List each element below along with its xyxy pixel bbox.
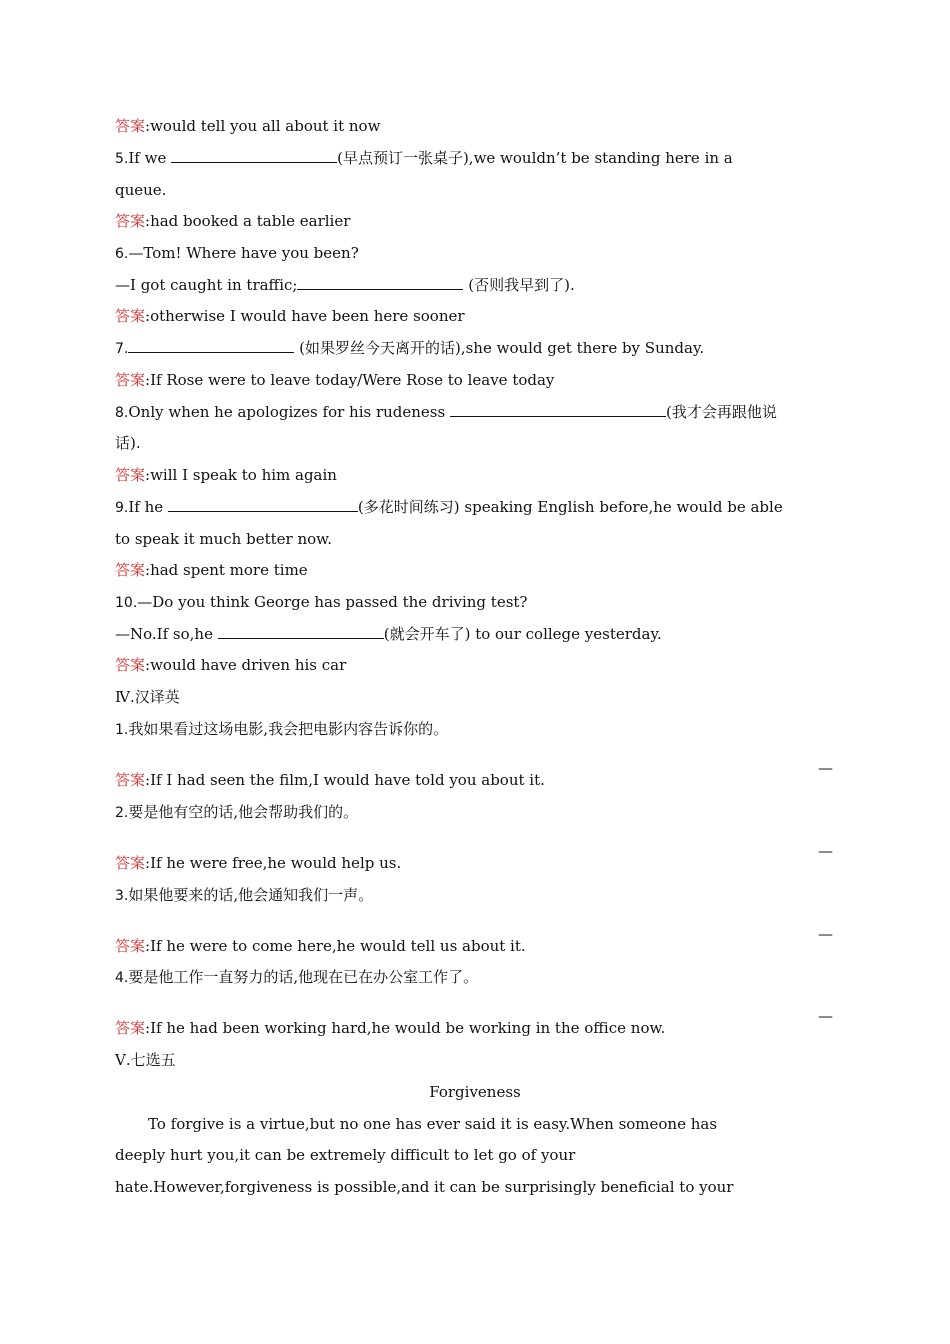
answer-7 — [115, 370, 835, 390]
answer-text: :otherwise I would have been here sooner — [145, 307, 465, 325]
question-number: 3. — [115, 888, 129, 904]
translation-answer-2 — [115, 853, 835, 873]
passage-title: Forgiveness — [429, 1083, 521, 1101]
section-heading: Ⅳ.汉译英 — [115, 688, 180, 706]
translation-question-4 — [115, 967, 835, 988]
question-5 — [115, 148, 835, 169]
question-number: 1. — [115, 722, 129, 738]
answer-blank — [128, 338, 294, 353]
answer-text: :If he were free,he would help us. — [145, 854, 402, 872]
translation-question-2 — [115, 802, 835, 823]
passage-line: hate.However,forgiveness is possible,and it can be surprisingly beneficial to your — [115, 1178, 734, 1196]
question-number: 9. — [115, 500, 129, 516]
question-8 — [115, 402, 835, 423]
answer-label: 答案 — [115, 117, 146, 135]
answer-label: 答案 — [115, 1019, 146, 1037]
passage-line: deeply hurt you,it can be extremely difficult to let go of your — [115, 1146, 576, 1164]
question-text: If we — [128, 149, 172, 167]
answer-text: :If Rose were to leave today/Were Rose to leave today — [145, 371, 555, 389]
dash-mark: — — [818, 925, 833, 943]
question-text: If he — [128, 498, 168, 516]
answer-label: 答案 — [115, 937, 146, 955]
answer-blank — [297, 275, 463, 290]
answer-8 — [115, 465, 835, 485]
passage-line: To forgive is a virtue,but no one has ever said it is easy.When someone has — [148, 1115, 718, 1133]
question-number: 10. — [115, 595, 138, 611]
question-6 — [115, 243, 835, 264]
question-text: (如果罗丝今天离开的话),she would get there by Sunday. — [294, 339, 705, 357]
question-text: 我如果看过这场电影,我会把电影内容告诉你的。 — [128, 720, 449, 738]
answer-label: 答案 — [115, 656, 146, 674]
question-text: —No.If so,he — [115, 625, 218, 643]
question-10-cont — [115, 624, 835, 644]
question-number: 6. — [115, 246, 129, 262]
question-text: Only when he apologizes for his rudeness — [128, 403, 450, 421]
answer-blank — [171, 148, 337, 163]
question-number: 5. — [115, 151, 129, 167]
question-number: 8. — [115, 405, 129, 421]
answer-blank — [168, 497, 358, 512]
translation-answer-4 — [115, 1018, 835, 1038]
answer-text: :would tell you all about it now — [145, 117, 381, 135]
answer-4 — [115, 116, 835, 136]
question-8-cont — [115, 433, 835, 453]
dash-mark: — — [818, 1007, 833, 1025]
question-text: —Tom! Where have you been? — [128, 244, 359, 262]
question-6-cont — [115, 275, 835, 295]
answer-text: :If I had seen the film,I would have told you about it. — [145, 771, 545, 789]
question-text: 如果他要来的话,他会通知我们一声。 — [128, 886, 374, 904]
question-10 — [115, 592, 835, 613]
section-heading: Ⅴ.七选五 — [115, 1051, 176, 1069]
question-9 — [115, 497, 835, 518]
question-text: queue. — [115, 181, 167, 199]
answer-text: :will I speak to him again — [145, 466, 337, 484]
translation-answer-3 — [115, 936, 835, 956]
dash-mark: — — [818, 759, 833, 777]
question-number: 4. — [115, 970, 129, 986]
answer-5 — [115, 211, 835, 231]
answer-blank — [218, 624, 384, 639]
translation-question-3 — [115, 885, 835, 906]
answer-10 — [115, 655, 835, 675]
answer-label: 答案 — [115, 307, 146, 325]
question-5-cont — [115, 180, 835, 200]
translation-answer-1 — [115, 770, 835, 790]
question-text: (就会开车了) to our college yesterday. — [383, 625, 662, 643]
question-text: (多花时间练习) speaking English before,he would be able — [357, 498, 783, 516]
question-text: —I got caught in traffic; — [115, 276, 298, 294]
question-9-cont — [115, 529, 835, 549]
answer-label: 答案 — [115, 561, 146, 579]
answer-6 — [115, 306, 835, 326]
answer-text: :had booked a table earlier — [145, 212, 351, 230]
answer-label: 答案 — [115, 212, 146, 230]
question-text: 要是他工作一直努力的话,他现在已在办公室工作了。 — [128, 968, 479, 986]
answer-text: :had spent more time — [145, 561, 308, 579]
question-text: 话). — [115, 434, 141, 452]
dash-mark: — — [818, 842, 833, 860]
question-number: 7. — [115, 341, 129, 357]
answer-label: 答案 — [115, 466, 146, 484]
answer-9 — [115, 560, 835, 580]
question-text: to speak it much better now. — [115, 530, 332, 548]
question-text: 要是他有空的话,他会帮助我们的。 — [128, 803, 359, 821]
answer-text: :If he were to come here,he would tell us about it. — [145, 937, 526, 955]
answer-label: 答案 — [115, 371, 146, 389]
question-text: (早点预订一张桌子),we wouldn’t be standing here in a — [337, 149, 733, 167]
answer-text: :would have driven his car — [145, 656, 347, 674]
question-text: —Do you think George has passed the driving test? — [137, 593, 528, 611]
answer-label: 答案 — [115, 854, 146, 872]
question-number: 2. — [115, 805, 129, 821]
translation-question-1 — [115, 719, 835, 740]
answer-text: :If he had been working hard,he would be working in the office now. — [145, 1019, 666, 1037]
answer-blank — [450, 402, 666, 417]
question-text: (我才会再跟他说 — [665, 403, 777, 421]
question-text: (否则我早到了). — [463, 276, 575, 294]
question-7 — [115, 338, 835, 359]
answer-label: 答案 — [115, 771, 146, 789]
